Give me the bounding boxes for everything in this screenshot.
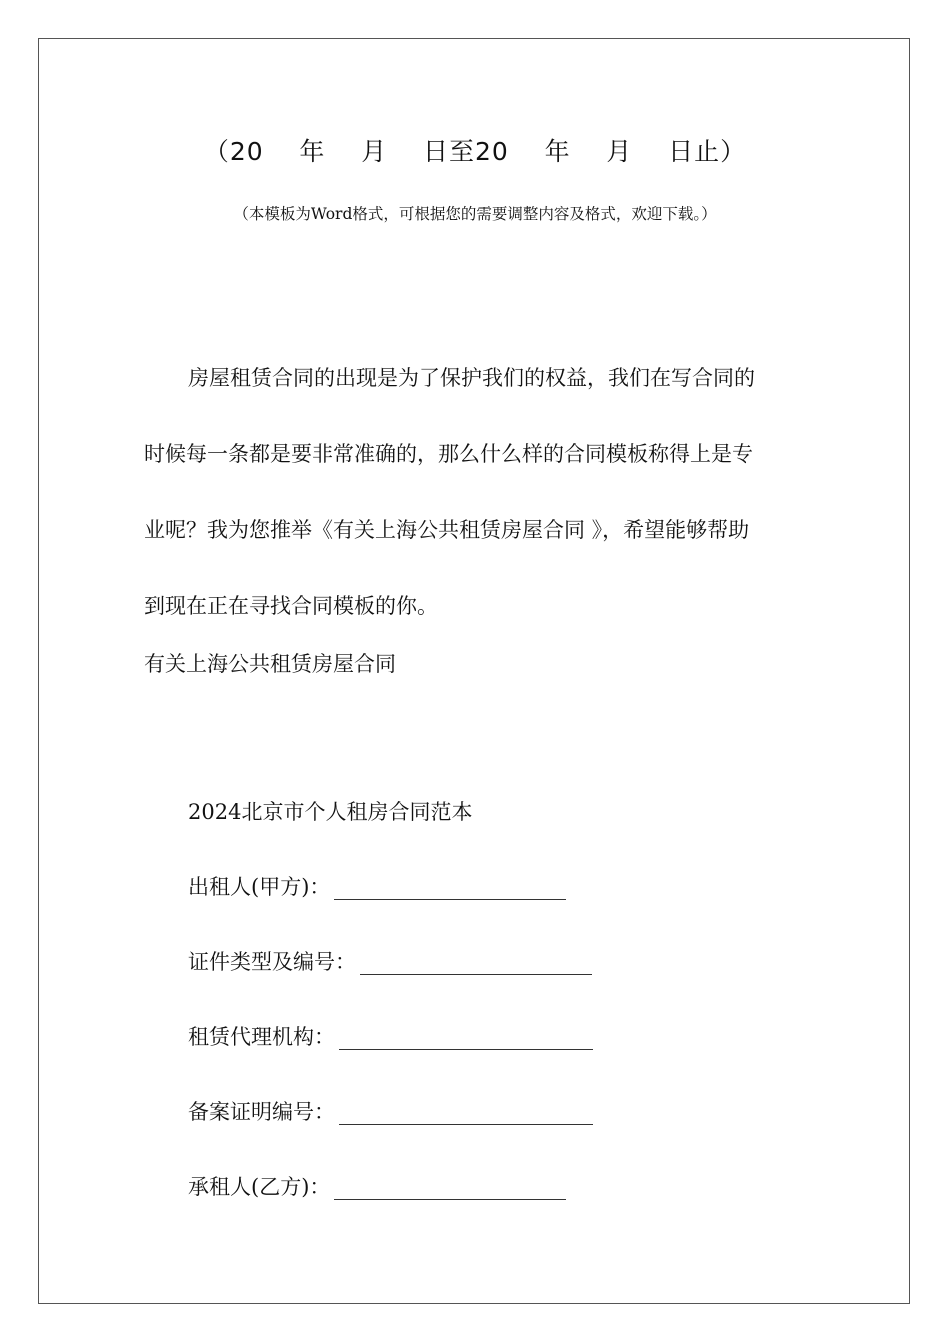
field-label-record: 备案证明编号：: [188, 1100, 335, 1124]
contract-title: 2024北京市个人租房合同范本: [188, 800, 473, 824]
fill-in-blank-lessor[interactable]: [334, 871, 566, 900]
document-subtitle: 有关上海公共租赁房屋合同: [144, 652, 396, 676]
field-row-lessee: [188, 1171, 593, 1246]
field-row-lessor: [188, 871, 593, 946]
intro-line: 业呢？我为您推举《有关上海公共租赁房屋合同 》，希望能够帮助: [144, 518, 750, 542]
field-label-id: 证件类型及编号：: [188, 950, 356, 974]
contract-title-row: [188, 796, 593, 871]
field-row-agency: [188, 1021, 593, 1096]
field-row-record: [188, 1096, 593, 1171]
fill-in-blank-record[interactable]: [339, 1096, 593, 1125]
fill-in-blank-id[interactable]: [360, 946, 592, 975]
contract-section: [188, 796, 593, 1246]
intro-paragraph: [144, 340, 814, 644]
intro-line: 时候每一条都是要非常准确的，那么什么样的合同模板称得上是专: [144, 442, 753, 466]
field-row-id: [188, 946, 593, 1021]
date-range-line: （20 年 月 日至20 年 月 日止）: [203, 137, 747, 166]
intro-line: 房屋租赁合同的出现是为了保护我们的权益，我们在写合同的: [188, 366, 755, 390]
field-label-lessee: 承租人(乙方)：: [188, 1175, 331, 1199]
intro-line: 到现在正在寻找合同模板的你。: [144, 594, 438, 618]
fill-in-blank-lessee[interactable]: [334, 1171, 566, 1200]
field-label-lessor: 出租人(甲方)：: [188, 875, 331, 899]
fill-in-blank-agency[interactable]: [339, 1021, 593, 1050]
template-note: （本模板为Word格式，可根据您的需要调整内容及格式，欢迎下载。）: [233, 205, 717, 223]
field-label-agency: 租赁代理机构：: [188, 1025, 335, 1049]
